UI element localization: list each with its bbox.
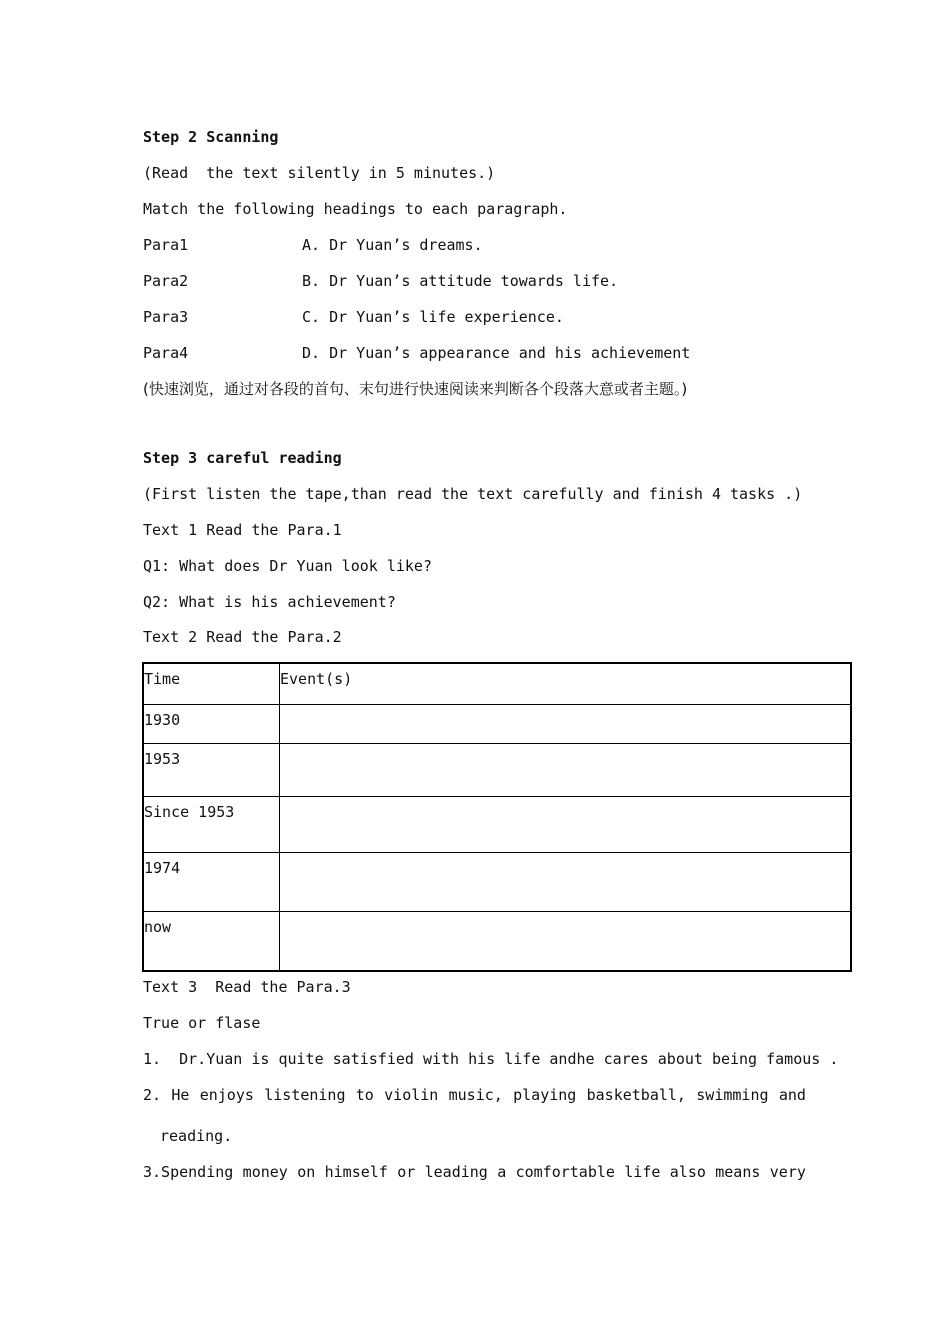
table-row (143, 743, 851, 796)
text2-label: Text 2 Read the Para.2 (143, 628, 342, 646)
tf-item-3 (143, 1162, 806, 1182)
question-2: Q2: What is his achievement? (143, 593, 396, 611)
word: money (242, 1163, 288, 1181)
word: to (355, 1086, 374, 1104)
step2-title: Step 2 Scanning (143, 128, 279, 146)
para-label: Para4 (143, 344, 189, 362)
word: leading (424, 1163, 488, 1181)
heading-option: A. Dr Yuan’s dreams. (302, 236, 483, 254)
event-cell (280, 796, 852, 852)
para-label: Para1 (143, 236, 189, 254)
para-label: Para2 (143, 272, 189, 290)
table-row (143, 704, 851, 743)
word: or (397, 1163, 416, 1181)
question-1: Q1: What does Dr Yuan look like? (143, 557, 432, 575)
para-label: Para3 (143, 308, 189, 326)
table-header-events: Event(s) (280, 663, 852, 704)
tf-item-2 (143, 1085, 806, 1105)
heading-option: B. Dr Yuan’s attitude towards life. (302, 272, 619, 290)
step2-task: Match the following headings to each paragraph. (143, 200, 568, 218)
word: on (297, 1163, 316, 1181)
word: music, (448, 1086, 503, 1104)
table-header-time: Time (143, 663, 280, 704)
word: means (715, 1163, 761, 1181)
time-cell: 1930 (143, 704, 280, 743)
word: comfortable (515, 1163, 615, 1181)
word: also (669, 1163, 706, 1181)
word: He (171, 1086, 190, 1104)
word: playing (513, 1086, 577, 1104)
timeline-table (142, 662, 852, 972)
event-cell (280, 911, 852, 971)
time-cell: 1974 (143, 852, 280, 911)
step3-title: Step 3 careful reading (143, 449, 342, 467)
word: swimming (696, 1086, 769, 1104)
event-cell (280, 852, 852, 911)
word: 3.Spending (143, 1163, 234, 1181)
heading-option: D. Dr Yuan’s appearance and his achievement (302, 344, 691, 362)
word: enjoys (199, 1086, 254, 1104)
event-cell (280, 743, 852, 796)
step3-instruction: (First listen the tape,than read the text carefully and finish 4 tasks .) (143, 485, 803, 503)
word: violin (384, 1086, 439, 1104)
table-row (143, 796, 851, 852)
true-false-label: True or flase (143, 1014, 261, 1032)
tf-item-1: 1. Dr.Yuan is quite satisfied with his life andhe cares about being famous . (143, 1050, 839, 1068)
tf-item-2-continued: reading. (160, 1127, 233, 1145)
time-cell: 1953 (143, 743, 280, 796)
heading-option: C. Dr Yuan’s life experience. (302, 308, 564, 326)
step2-instruction: (Read the text silently in 5 minutes.) (143, 164, 496, 182)
step2-tip: (快速浏览，通过对各段的首句、末句进行快速阅读来判断各个段落大意或者主题。) (143, 380, 688, 398)
table-row (143, 911, 851, 971)
time-cell: Since 1953 (143, 796, 280, 852)
word: listening (264, 1086, 346, 1104)
text1-label: Text 1 Read the Para.1 (143, 521, 342, 539)
text3-label: Text 3 Read the Para.3 (143, 978, 351, 996)
time-cell: now (143, 911, 280, 971)
event-cell (280, 704, 852, 743)
word: life (624, 1163, 661, 1181)
word: basketball, (586, 1086, 686, 1104)
word: himself (324, 1163, 388, 1181)
word: a (497, 1163, 507, 1181)
word: 2. (143, 1086, 162, 1104)
word: and (778, 1086, 806, 1104)
word: very (769, 1163, 806, 1181)
table-row (143, 852, 851, 911)
